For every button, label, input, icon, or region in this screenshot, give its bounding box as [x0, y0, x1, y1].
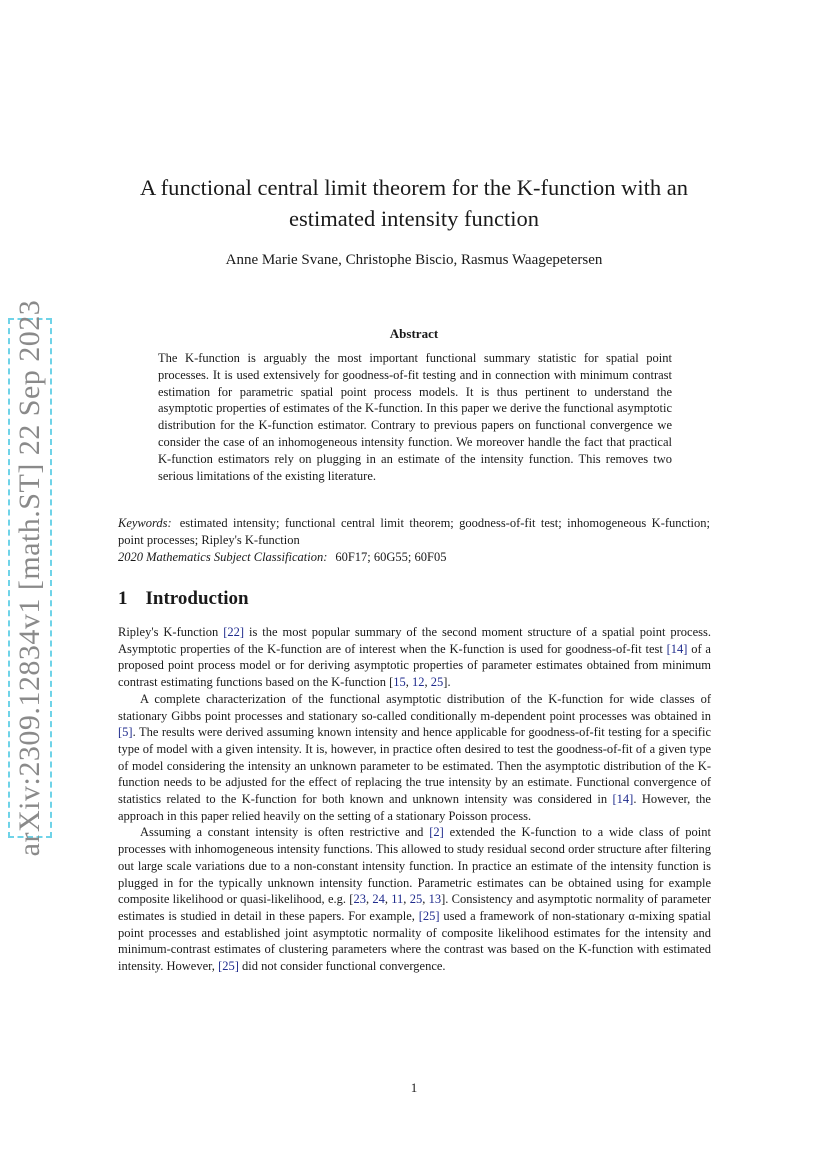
citation-link[interactable]: 12	[412, 675, 425, 690]
text-run: ,	[365, 892, 373, 907]
citation-link[interactable]: [14]	[666, 641, 688, 656]
citation-link[interactable]: 25	[409, 892, 423, 907]
keywords-text: estimated intensity; functional central limit theorem; goodness-of-fit test; inhomogeneous K-function; point processes; Ripley's K-function	[118, 516, 710, 547]
keywords-label: Keywords:	[118, 516, 172, 530]
text-run: ,	[422, 892, 429, 907]
citation-link[interactable]: 13	[428, 892, 442, 907]
paragraph	[118, 624, 711, 691]
section-heading	[118, 588, 249, 610]
text-run: . The results were derived assuming known intensity and hence applicable for goodness-of-fit testing for a specific type of model with a given intensity. It is, however, in practice often desired to test the goodness-of-fit of a given type of model considering the intensity an unknown parameter to be estimated. Then the asymptotic distribution of the K-function needs to be adjusted for the effect of replacing the true intensity by an estimate. Functional convergence of statistics related to the K-function for both known and unknown intensity was considered in	[118, 725, 711, 807]
citation-link[interactable]: 11	[391, 892, 404, 907]
citation-link[interactable]: [14]	[612, 792, 634, 807]
citation-link[interactable]: 25	[430, 675, 444, 690]
author-list: Anne Marie Svane, Christophe Biscio, Rasmus Waagepetersen	[225, 252, 603, 268]
text-run: did not consider functional convergence.	[238, 959, 446, 974]
text-run: used a framework of non-stationary α-mixing spatial point processes and established joint asymptotic normality of composite likelihood estimates for the intensity and minimum-contrast estimates of clustering parameters where the contrast was based on the K-function with estimated intensity. However,	[118, 908, 712, 974]
arxiv-stamp	[8, 299, 52, 857]
citation-link[interactable]: 15	[393, 675, 406, 690]
text-run: ]. Consistency and asymptotic normality of parameter estimates is studied in detail in these papers. For example,	[118, 892, 712, 923]
text-run: . However, the approach in this paper relied heavily on the setting of a stationary Poisson process.	[118, 792, 711, 823]
text-run: extended the K-function to a wide class of point processes with inhomogeneous intensity functions. This allowed to study residual second order structure after filtering out large scale variations due to a non-constant intensity function. In practice an estimate of the intensity function is plugged in for the typically unknown intensity function. Parametric estimates can be obtained using for example composite likelihood or quasi-likelihood, e.g. [	[118, 825, 711, 907]
paragraph	[118, 691, 711, 825]
text-run: ,	[424, 675, 431, 690]
citation-link[interactable]: 23	[353, 892, 366, 907]
introduction-body	[118, 624, 711, 975]
text-run: A complete characterization of the functional asymptotic distribution of the K-function for wide classes of stationary Gibbs point processes and stationary so-called conditionally m-dependent point processes was obtained in	[118, 691, 711, 723]
text-run: Assuming a constant intensity is often restrictive and	[140, 825, 430, 840]
citation-link[interactable]: [25]	[218, 959, 239, 974]
text-run: ,	[384, 892, 392, 907]
msc-line	[118, 549, 710, 566]
text-run: of a proposed point process model or for deriving asymptotic properties of parameter estimates obtained from minimum contrast estimating functions based on the K-function [	[118, 641, 711, 690]
text-run: ,	[405, 675, 413, 690]
citation-link[interactable]: [22]	[223, 625, 245, 639]
text-run: ,	[403, 892, 410, 907]
citation-link[interactable]: [2]	[429, 825, 444, 840]
keywords-block	[118, 515, 710, 565]
citation-link[interactable]: [25]	[418, 908, 440, 923]
text-run: Ripley's K-function	[118, 625, 224, 639]
abstract-heading: Abstract	[389, 326, 439, 341]
msc-codes: 60F17; 60G55; 60F05	[335, 549, 447, 564]
page-number: 1	[410, 1080, 418, 1095]
text-run: is the most popular summary of the second moment structure of a spatial point process. Asymptotic properties of the K-function are of interest when the K-function is used for goodness-of-fit test	[118, 625, 711, 656]
paper-title: A functional central limit theorem for the K-function with an estimated intensity function	[140, 175, 688, 231]
keywords-line	[118, 515, 710, 549]
section-number: 1	[118, 588, 128, 609]
section-title: Introduction	[145, 588, 249, 609]
arxiv-identifier: arXiv:2309.12834v1 [math.ST] 22 Sep 2023	[13, 299, 46, 857]
abstract-text: The K-function is arguably the most important functional summary statistic for spatial point processes. It is used extensively for goodness-of-fit testing and in connection with minimum contrast estimation for parametric spatial point process models. It is thus pertinent to understand the asymptotic properties of estimates of the K-function. In this paper we derive the functional asymptotic distribution for the K-function estimator. Contrary to previous papers on functional convergence we consider the case of an inhomogeneous intensity function. We moreover handle the fact that practical K-function estimators rely on plugging in an estimate of the intensity function. This removes two serious limitations of the existing literature.	[158, 351, 672, 483]
paragraph	[118, 824, 711, 974]
text-run: ].	[443, 675, 451, 690]
citation-link[interactable]: [5]	[118, 725, 133, 740]
citation-link[interactable]: 24	[372, 892, 385, 907]
msc-label: 2020 Mathematics Subject Classification:	[118, 549, 328, 564]
